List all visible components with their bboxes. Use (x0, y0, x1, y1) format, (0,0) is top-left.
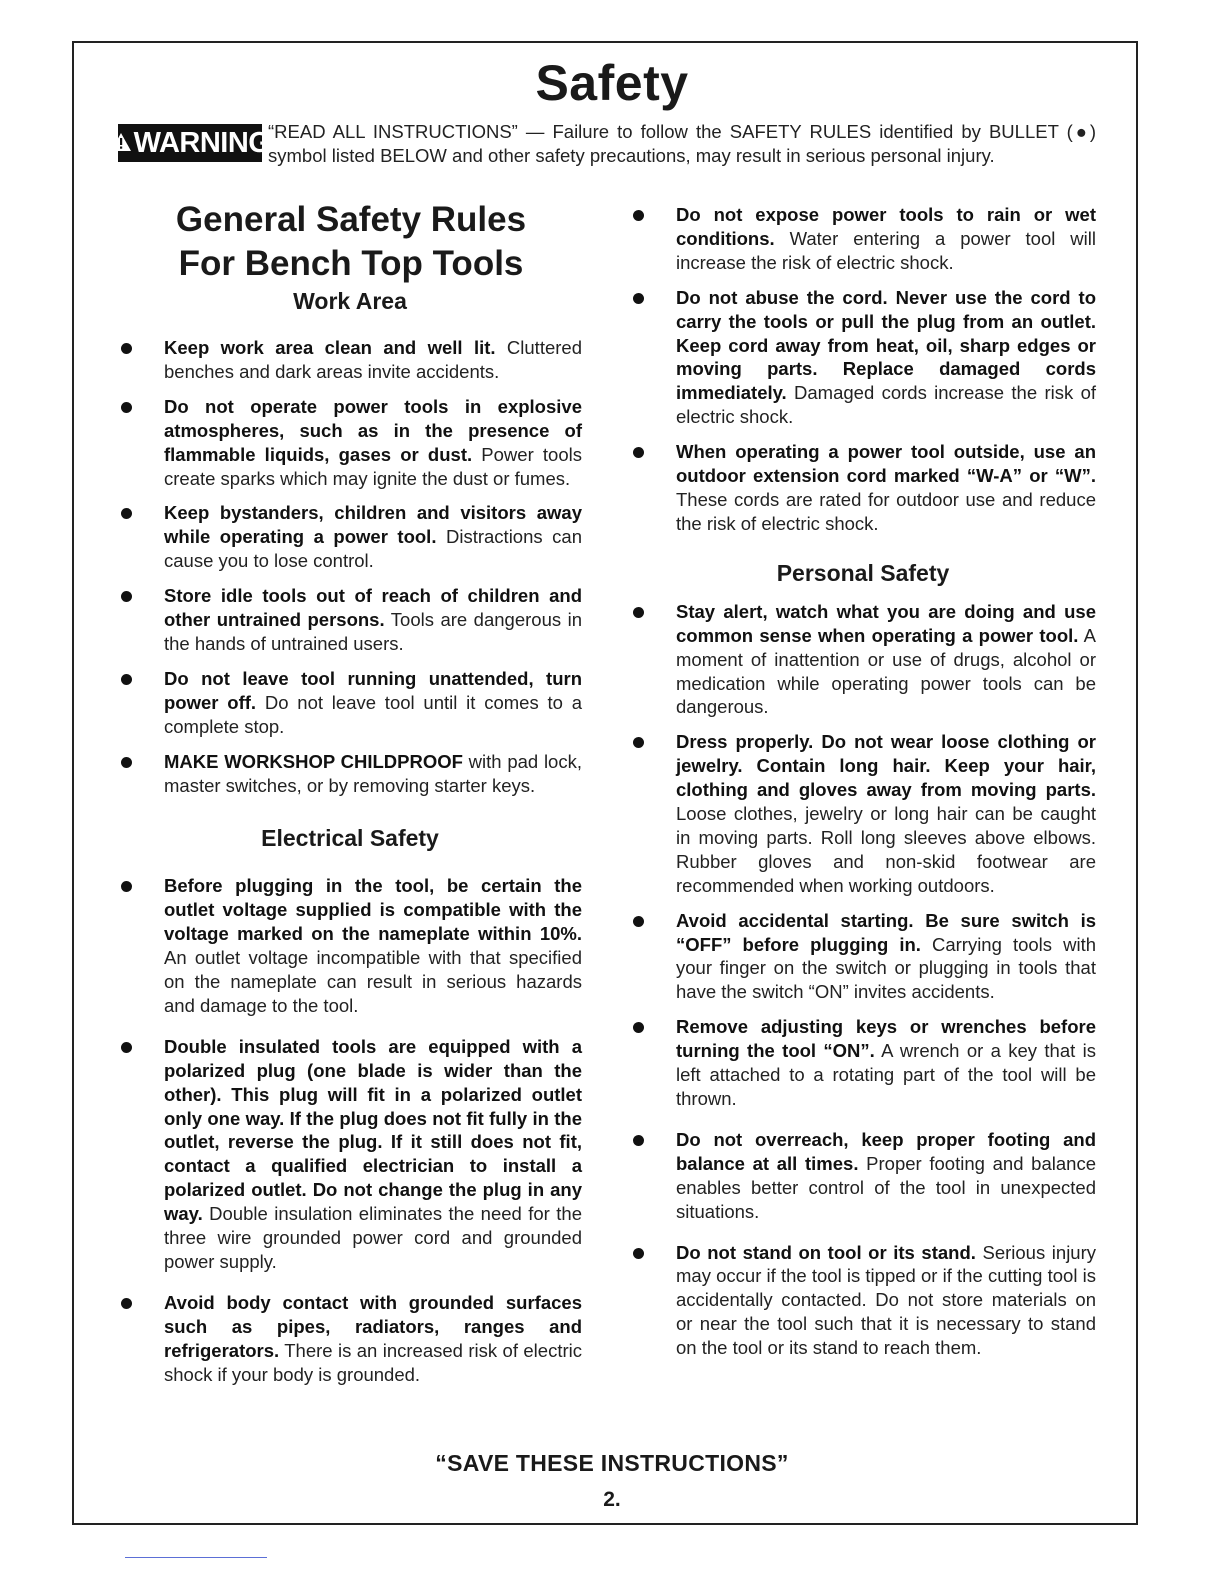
rule-text: Cluttered benches and dark areas invite accidents. (164, 337, 582, 382)
rule-text: Proper footing and balance enables better control of the tool in unexpected situations. (676, 1152, 1096, 1222)
rule-text: Do not leave tool until it comes to a complete stop. (164, 691, 582, 737)
rule-item (118, 336, 582, 384)
rule-text: Distractions can cause you to lose control. (164, 526, 582, 572)
rule-text: Damaged cords increase the risk of electric shock. (676, 382, 1096, 428)
bullet-icon (121, 1042, 132, 1053)
rule-item (630, 203, 1096, 275)
bullet-icon (121, 508, 132, 519)
rule-bold-text: Do not overreach, keep proper footing and balance at all times. (676, 1128, 1096, 1174)
rule-bold-text: Avoid accidental starting. Be sure switch is “OFF” before plugging in. (676, 909, 1096, 955)
rule-bold-text: Keep work area clean and well lit. (164, 337, 496, 358)
bullet-icon (121, 343, 132, 354)
rule-bold-text: Remove adjusting keys or wrenches before turning the tool “ON”. (676, 1016, 1096, 1062)
rule-item (118, 501, 582, 573)
rule-bold-text: Dress properly. Do not wear loose clothing or jewelry. Contain long hair. Keep your hair, clothing and gloves away from moving parts. (676, 731, 1096, 801)
rule-item (630, 730, 1096, 897)
rule-text: Water entering a power tool will increase the risk of electric shock. (676, 227, 1096, 273)
rule-bold-text: Do not expose power tools to rain or wet conditions. (676, 204, 1096, 249)
bullet-icon (633, 1248, 644, 1259)
main-heading-line2: For Bench Top Tools (178, 244, 524, 283)
rule-text: A wrench or a key that is left attached to a rotating part of the tool will be thrown. (676, 1040, 1096, 1109)
bullet-icon (633, 210, 644, 221)
rule-item (630, 1241, 1096, 1361)
rule-text: These cords are rated for outdoor use and reduce the risk of electric shock. (676, 488, 1096, 534)
rule-text: Power tools create sparks which may ignite the dust or fumes. (164, 443, 582, 489)
rule-text: Loose clothes, jewelry or long hair can be caught in moving parts. Roll long sleeves above elbows. Rubber gloves and non-skid footwear are recommended when working outdoors. (676, 803, 1096, 896)
rule-item (630, 440, 1096, 536)
bullet-icon (633, 447, 644, 458)
rule-item (630, 909, 1096, 1005)
personal-safety-list (630, 600, 1096, 1360)
bullet-icon (121, 674, 132, 685)
rule-text: An outlet voltage incompatible with that specified on the nameplate can result in serious hazards and damage to the tool. (164, 947, 582, 1016)
rule-item (630, 600, 1096, 720)
rule-bold-text: Store idle tools out of reach of children and other untrained persons. (164, 585, 582, 631)
warning-intro (118, 120, 1096, 168)
rule-item (630, 286, 1096, 429)
personal-safety-heading: Personal Safety (776, 559, 950, 586)
rule-bold-text: Keep bystanders, children and visitors away while operating a power tool. (164, 502, 582, 548)
rule-bold-text: Do not stand on tool or its stand. (676, 1241, 976, 1263)
rule-bold-text: Do not leave tool running unattended, turn power off. (164, 667, 582, 713)
warning-intro-text: “READ ALL INSTRUCTIONS” — Failure to follow the SAFETY RULES identified by BULLET (●) symbol listed BELOW and other safety precautions, may result in serious personal injury. (268, 121, 1096, 166)
save-instructions-footer: “SAVE THESE INSTRUCTIONS” (435, 1450, 789, 1476)
bullet-icon (633, 737, 644, 748)
rule-text: There is an increased risk of electric shock if your body is grounded. (164, 1339, 582, 1385)
rule-item (118, 750, 582, 798)
warning-label: WARNING (133, 126, 271, 159)
left-column (118, 198, 582, 1387)
bullet-icon (121, 881, 132, 892)
bullet-icon (633, 293, 644, 304)
bullet-icon (633, 607, 644, 618)
rule-bold-text: Do not abuse the cord. Never use the cord to carry the tools or pull the plug from an outlet. Keep cord away from heat, oil, sharp edges or moving parts. Replace damaged cords immediately. (676, 286, 1096, 404)
page-title: Safety (535, 55, 689, 111)
rule-bold-text: MAKE WORKSHOP CHILDPROOF (164, 750, 463, 772)
rule-bold-text: When operating a power tool outside, use an outdoor extension cord marked “W-A” or “W”. (676, 441, 1096, 487)
main-heading (118, 198, 584, 286)
rule-item (630, 1128, 1096, 1224)
bullet-icon (121, 591, 132, 602)
rule-bold-text: Do not operate power tools in explosive atmospheres, such as in the presence of flammable liquids, gases or dust. (164, 395, 582, 465)
work-area-heading: Work Area (293, 288, 407, 314)
electrical-safety-list-continued (630, 203, 1096, 536)
electrical-safety-heading: Electrical Safety (261, 825, 439, 852)
rule-text: with pad lock, master switches, or by removing starter keys. (164, 750, 582, 796)
rule-item (630, 1015, 1096, 1111)
bullet-icon (633, 916, 644, 927)
bullet-icon (121, 1298, 132, 1309)
rule-text: Carrying tools with your finger on the switch or plugging in tools that have the switch “ON” invites accidents. (676, 933, 1096, 1003)
rule-item (118, 395, 582, 491)
rule-text: Tools are dangerous in the hands of untrained users. (164, 609, 583, 654)
right-column (630, 203, 1096, 1360)
page-number: 2. (603, 1488, 621, 1511)
rule-item (118, 667, 582, 739)
bullet-icon (121, 757, 132, 768)
work-area-list (118, 336, 582, 797)
bullet-icon (633, 1022, 644, 1033)
rule-item (118, 1035, 582, 1274)
bullet-icon (121, 402, 132, 413)
rule-bold-text: Stay alert, watch what you are doing and use common sense when operating a power tool. (676, 600, 1096, 646)
electrical-safety-list (118, 874, 582, 1386)
rule-bold-text: Avoid body contact with grounded surfaces such as pipes, radiators, ranges and refrigerators. (164, 1291, 582, 1361)
rule-item (118, 874, 582, 1017)
rule-text: Double insulation eliminates the need for the three wire grounded power cord and grounded power supply. (164, 1203, 582, 1272)
rule-bold-text: Before plugging in the tool, be certain the outlet voltage supplied is compatible with the voltage marked on the nameplate within 10%. (164, 875, 582, 945)
rule-item (118, 1291, 582, 1387)
rule-text: A moment of inattention or use of drugs, alcohol or medication while operating power tools can be dangerous. (676, 624, 1096, 718)
rule-bold-text: Double insulated tools are equipped with a polarized plug (one blade is wider than the other). This plug will fit in a polarized outlet only one way. If the plug does not fit fully in the outlet, reverse the plug. If it still does not fit, contact a qualified electrician to install a polarized outlet. Do not change the plug in any way. (164, 1035, 582, 1225)
link-underline (125, 1557, 267, 1558)
rule-item (118, 584, 582, 656)
rule-text: Serious injury may occur if the tool is tipped or if the cutting tool is accidentally contacted. Do not store materials on or near the tool such that it is necessary to stand on the tool or its stand to reach them. (676, 1241, 1097, 1359)
bullet-icon (633, 1135, 644, 1146)
main-heading-line1: General Safety Rules (175, 200, 527, 239)
